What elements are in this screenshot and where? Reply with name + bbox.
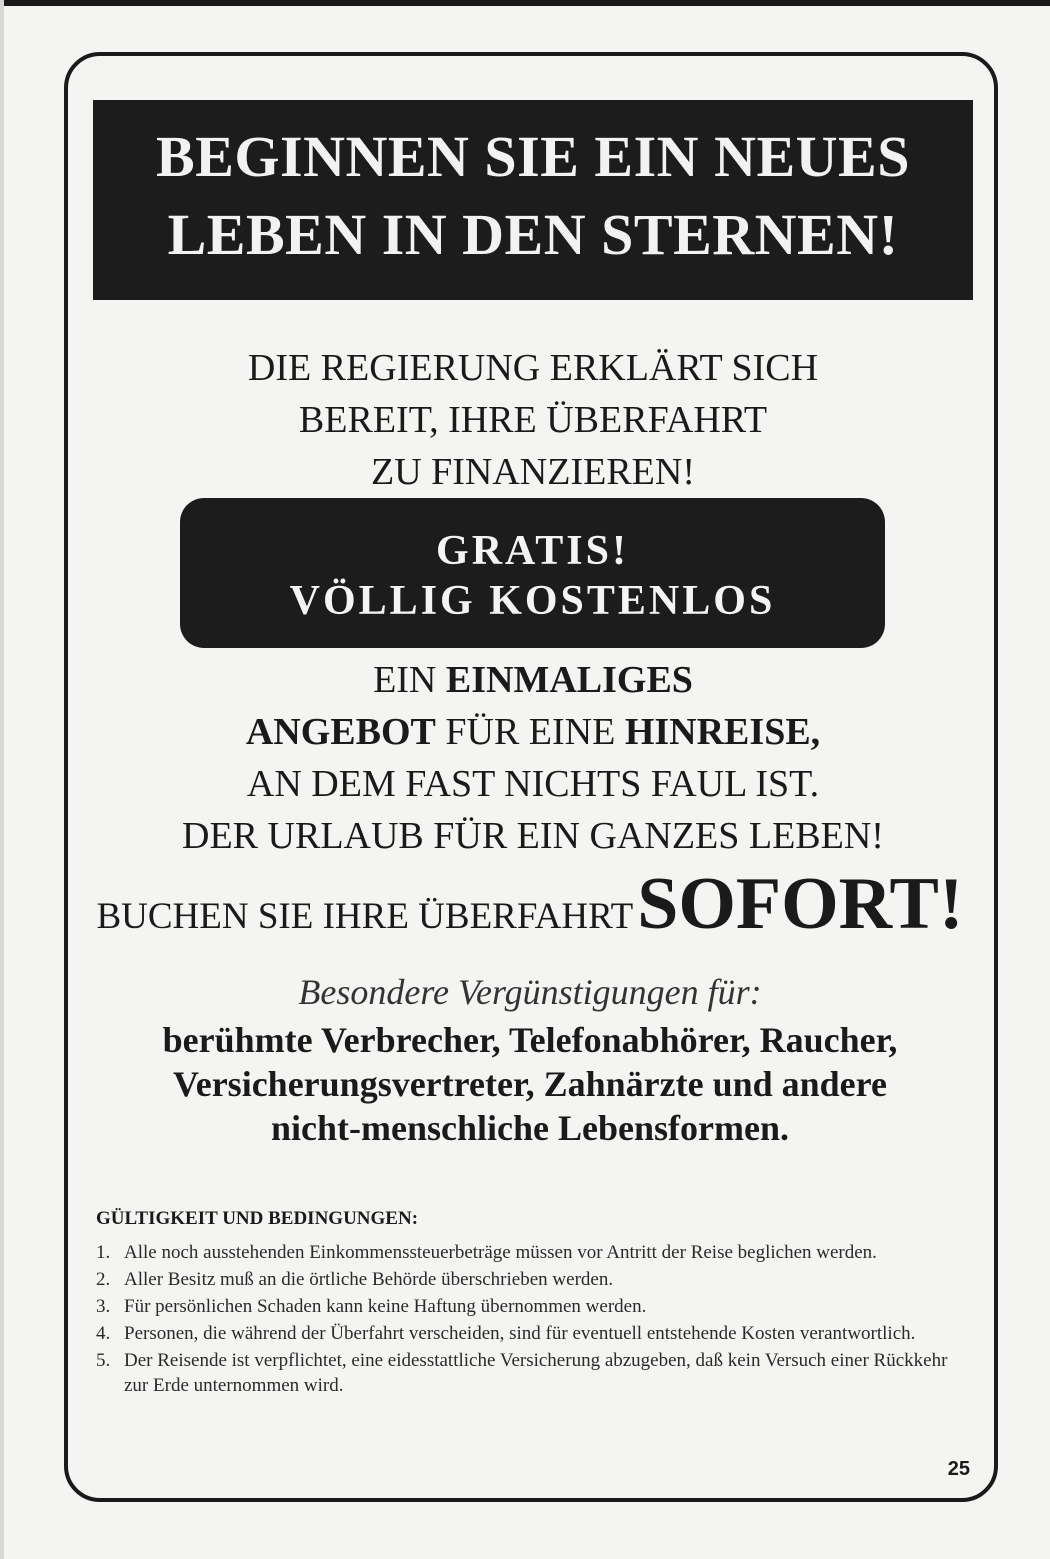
free-line-1: GRATIS! — [436, 528, 629, 574]
page-number: 25 — [947, 1458, 970, 1480]
terms-item — [96, 1321, 966, 1346]
headline-line-1: BEGINNEN SIE EIN NEUES — [156, 124, 910, 189]
page-gutter — [0, 0, 4, 1559]
terms-item-number: 5. — [96, 1350, 111, 1371]
headline-banner — [93, 100, 973, 300]
offer-text — [93, 654, 973, 862]
headline-line-2: LEBEN IN DEN STERNEN! — [167, 202, 899, 267]
terms-item-number: 4. — [96, 1323, 111, 1344]
free-offer-banner — [180, 498, 885, 648]
offer-word-ein: EIN — [373, 659, 437, 701]
offer-line-3: AN DEM FAST NICHTS FAUL IST. — [246, 763, 820, 805]
terms-item-text: Alle noch ausstehenden Einkommenssteuerbeträge müssen vor Antritt der Reise beglichen werden. — [124, 1242, 877, 1263]
terms-item — [96, 1294, 966, 1319]
terms-title: GÜLTIGKEIT UND BEDINGUNGEN: — [96, 1208, 419, 1229]
free-line-2: VÖLLIG KOSTENLOS — [289, 578, 776, 624]
terms-item-number: 2. — [96, 1269, 111, 1290]
intro-line-2: BEREIT, IHRE ÜBERFAHRT — [298, 399, 768, 441]
terms-list — [96, 1240, 966, 1398]
special-line-3: nicht-menschliche Lebensformen. — [271, 1108, 789, 1148]
terms-item-text: Für persönlichen Schaden kann keine Haftung übernommen werden. — [124, 1296, 647, 1317]
terms-item-number: 3. — [96, 1296, 111, 1317]
offer-line-2 — [93, 706, 973, 758]
terms-item-text: Aller Besitz muß an die örtliche Behörde überschrieben werden. — [124, 1269, 614, 1290]
terms-item — [96, 1348, 966, 1398]
top-edge-rule — [0, 0, 1050, 6]
book-now-line — [80, 862, 980, 947]
special-discounts — [80, 970, 980, 1150]
special-heading: Besondere Vergünstigungen für: — [298, 972, 762, 1012]
offer-line-4: DER URLAUB FÜR EIN GANZES LEBEN! — [182, 815, 884, 857]
terms-item — [96, 1267, 966, 1292]
offer-word-einmaliges: EINMALIGES — [445, 659, 693, 701]
terms-item — [96, 1240, 966, 1265]
book-now-text: BUCHEN SIE IHRE ÜBERFAHRT — [96, 896, 634, 937]
book-now-emphasis: SOFORT! — [637, 863, 964, 945]
terms-item-text: Der Reisende ist verpflichtet, eine eidesstattliche Versicherung abzugeben, daß kein Versuch einer Rückkehr zur Erde unternommen wird. — [124, 1350, 948, 1396]
offer-word-fuer-eine: FÜR EINE — [445, 711, 616, 753]
offer-line-1 — [93, 654, 973, 706]
intro-line-3: ZU FINANZIEREN! — [370, 451, 695, 493]
offer-word-hinreise: HINREISE, — [624, 711, 821, 753]
terms-section — [96, 1206, 966, 1400]
intro-line-1: DIE REGIERUNG ERKLÄRT SICH — [247, 347, 819, 389]
terms-item-number: 1. — [96, 1242, 111, 1263]
intro-text — [93, 342, 973, 498]
special-line-1: berühmte Verbrecher, Telefonabhörer, Raucher, — [162, 1020, 898, 1060]
offer-word-angebot: ANGEBOT — [245, 711, 436, 753]
special-line-2: Versicherungsvertreter, Zahnärzte und andere — [173, 1064, 887, 1104]
terms-item-text: Personen, die während der Überfahrt verscheiden, sind für eventuell entstehende Kosten verantwortlich. — [124, 1323, 916, 1344]
